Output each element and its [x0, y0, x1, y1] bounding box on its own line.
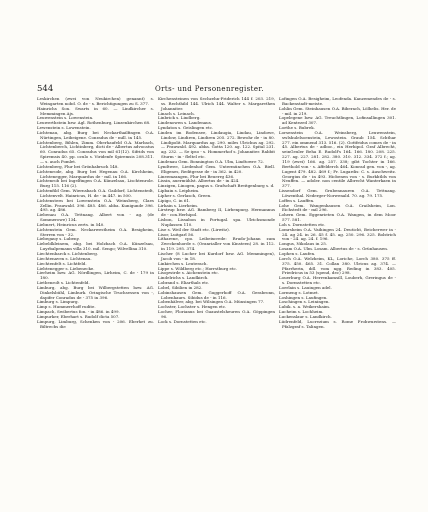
index-entry: Loh s. Dornstetten etc.: [279, 221, 326, 227]
index-entry: Lohe Gem. Wangenhausen O.A. Crailsheim, Lon. Eichstedt de - mil 296.: [279, 202, 396, 213]
index-column-2: [158, 97, 275, 499]
index-entry: Lipher s. Gerlasch, Green.: [158, 192, 212, 198]
index-entry: Limpurker, Eberhart s. Rudolf dicta 507.: [37, 313, 120, 319]
index-entry: Limburg, abg. Burg bei Wilbergstetten bzw. AG. Dinkelsbühl, Limburk. Oringische Truchsessen von -, dapifer Conradus de - 375 in 396.: [37, 284, 154, 300]
index-entry: Lineemzangen, Flur bei Beuerrg 436.: [158, 173, 235, 179]
index-entry: Lohern Gem. Eggenrieten O.A. Wangen, in dem Moor 577. 581.: [279, 212, 396, 223]
index-entry: Kirchensteinen von Sechzehn-Friderich 144 f. 203. 219, ss. Rechthild 144. Ulrich 144. Walter s. Margarethen Johanniter.: [158, 97, 275, 111]
index-entry: Linzigen, Linogen, pagus s. Grafschaft Breitgenburg s. d.: [158, 183, 275, 189]
index-entry: Lochster, Lochster s. Hengen etc.: [158, 304, 227, 310]
index-entry: Lichtenau, abg. Burg bei Neckarthailfingen O.A. Nürtingen, Leibeigene. Conradus de - mill. in 145.: [37, 129, 154, 140]
index-entry: Lobinshausen Gem. Guggerhoff O.A. Gerabronn, Lobenhaurs. Sibidus de - in 116.: [158, 289, 275, 300]
index-entry: Liebenau O.A. Tettnang. Albert von - ag. (de Sommerowe) 134.: [37, 212, 154, 223]
index-entry: Liebtenegger s. Liebenecke.: [37, 265, 95, 271]
index-entry: Liebnert, Heinricus zerts. in 540.: [37, 221, 105, 227]
index-entry: Lobenhälver, abg. bei Wilsingen O.A. Münsingen 77.: [158, 299, 265, 305]
index-entry: Loshingen s. Laufingen.: [279, 294, 328, 300]
index-entry: Lisbon, Lissabon in Portugal. spa. Ulrichsmonde Nuplassen 110.: [158, 217, 275, 227]
index-entry: Lindenau Gem. Bonnington O.A. Ulm, Lindtowre 72.: [158, 158, 265, 164]
index-entry: Lofingen O.A. Besigheim, Leofenda. Kanzemendes de - s. Backenstadt-meiste.: [279, 97, 396, 106]
index-entry: Lippe s. Wildberg etc.; Horrstburg etc.: [158, 265, 237, 271]
index-entry: Luckenslaur s. Landkirch.: [279, 313, 332, 319]
index-entry: Lissin, auermühlst. Albertus de - in 424.: [158, 178, 240, 184]
index-entry: Liechtenbarck s. Lichtenberg.: [37, 251, 99, 256]
index-entry: Lyndaton s. Geislingen etc.: [158, 125, 214, 131]
index-column-1: [37, 97, 154, 499]
index-entry: Lock s. Dornstetten etc.: [158, 318, 207, 324]
index-entry: Lierheim bzw. AG. Nördlingen, Lirheim, C. de - 179 in 180.: [37, 270, 154, 281]
index-entry: Lichtenberg, Bihlen, Zimm. Oberhaufeld O.A. Marbach, Lichtenberch, Lichtinberg, dicti de - Albertus advocatus 60. Conradus 65. Conradus von mil 61(12). Sifrids von Spiremsis 40. pp. oculo s. Viridenfe Spiremsis 208.311. — s. auch Pomlet.: [37, 139, 154, 164]
index-entry: Litharene, cpo. Leibeixcrede: Rrudo-Johann zum Zweckenhorde s. (Oranrialler von Kinsteen) 28. in 112. in 119. 295. 374.: [158, 236, 275, 252]
index-entry: Loerlain s. Lauingen adel.: [279, 284, 332, 290]
index-entry: Lubik. s. a. Weikershaim.: [279, 304, 331, 310]
index-entry: Lorch O.A. Welzheim, KL, Loriche, Lorch 380. 375 ff. 375. 450. 465. 31. Collan 380. Ulricus ag. 374. — Pfarrherin, ddl. vom ngg. Reding in 383. 405. Friedricus in 53 (spend, dec) 298.: [279, 255, 396, 276]
index-entry: Liebeldkleinem, abg. bei Holzbach O.A. Künzelsau, Luyrbalpemann villa 310. mil. Sengo; Wilvellina 310.: [37, 241, 154, 252]
index-entry: Linden im Bodensee, Lindaugia, Lindau, Lindowe, Lindow, Lindiren, Lindiren 205. 272. Bewohr de - in 80. Lindipolit. Marquardus ag. 290. miles Ulrichus ag. 292. — Frauwald. 492. abba. Gotta 120. ag. 122. Spital 231. ag. 232. — Se ipso - s. Hommerhof s. Johanniter. Rabbit Sturm - in - fleltel etc.: [158, 129, 275, 160]
index-entry: Loschingen s. Leiningen.: [279, 299, 330, 305]
index-entry: Limp s. Hummerrhoff rudite.: [37, 304, 96, 310]
index-entry: Lisor, Luitgarl 56.: [158, 231, 195, 237]
index-entry: Liechtenfelt s. Lichtfeld.: [37, 260, 87, 266]
index-entry: Lirstrup bzw. AG. Bamberg II, Lirbenpurg. Hermannus de - con.Herhipol.: [158, 207, 275, 218]
index-entry: Linkirchen s. Leuterach.: [158, 260, 208, 266]
page-header: [37, 84, 389, 94]
index-entry: Lormeng s. Lotmet.: [279, 289, 319, 295]
index-entry: Leskirchen (zwei von Neukirchen) genannt) s. Weingarten nobd. O. de - s. Berichtigungen zu S. 377.: [37, 97, 154, 106]
index-entry: Limpach, Swibertus fon. - in 486. in 499.: [37, 309, 120, 315]
index-entry: Lüdrenfeld, Lucrezium s. Rome Frohwurstens. — Pfalzgraf s. Talingen.: [279, 318, 396, 329]
index-entry: Locher, Florianus bei Guaustelsheuren O.A. Göppingen 96.: [158, 309, 275, 319]
index-entry: Lohlin Gem. Steinhausen O.A. Biberach, Lölhelis. Her. de - mil. in 219.: [279, 105, 396, 116]
index-entry: Lobel, Sibilien in 282.: [158, 284, 203, 290]
index-entry: Lichtenfild Gem. Wiernsbach O.A. Gaildorf, Lichtenstedt, Lichtenvelt. Hainricus, H. de - in 447. in 500.: [37, 188, 154, 198]
index-entry: Linach s. Leinach.: [158, 110, 195, 116]
index-columns: [37, 97, 397, 499]
index-entry: Lisopwirde s. Aichenstein etc.: [158, 270, 219, 276]
index-entry: Longus, Nikolaus in 25.: [279, 241, 328, 247]
index-entry: Lipbain s. Leipheim.: [158, 188, 200, 194]
index-entry: Lichtenrode, abg. Burg bei Hegenau O.A. Kirchheim, Lichtenegger, Marquardus de - mil. in 166.: [37, 168, 154, 179]
index-entry: Lewenstein s. Lowenstein.: [37, 125, 91, 131]
index-entry: Lichtenstein Gem. Neckarwestheim O.A. Besigheim, Sterren von - 32.: [37, 226, 154, 237]
index-entry: Lichtenrob bei Ingelfingen O.A. Künzelsau, Lischtenrole. Burg 115. 116 (2).: [37, 178, 154, 189]
index-entry: Lindenowen s. Landenaus.: [158, 120, 213, 126]
page-number: 544: [37, 84, 54, 94]
index-entry: Limpurg, Limburg, Schenken von - 206. Eberhet zu. Biltrecbs die: [37, 318, 154, 329]
index-entry: Lindelrichs s. Landkirch.: [158, 275, 209, 281]
page-title: Orts- und Personenregister.: [155, 85, 265, 93]
index-entry: Lophen s. Laufen.: [279, 251, 316, 256]
index-entry: Leuwenstein s. Lowenstein.: [37, 115, 94, 121]
index-entry: Liechtenaven s. Lichtenau.: [37, 255, 92, 261]
index-entry: Lise s. Weil der Stadt etc. (Lirwitz).: [158, 226, 230, 232]
index-entry: Lorsenstein O.A. Weinsberg, Leuwenstein, swlshulelsoenstein, Lewostein. Graub 154. Schthar 277. ein ommend 313. 516. (2). Gottfridus comes de - in 45. Albertus de - adboc., ein Herhipol. Graf Albrecht, seinGeuler Beha E. Rudolf's 164. 166. 180. 208. 225. 227. ag. 227. 281. 282. 380. 310. 312. 334. 372 f.; ag. 119 (zwei) 166. ag. 257. 338; gibt Tochter in 166. Berthold von - s. Affelderch 464. Konrad gen. von -, ag. Lugent 479. 482. 469 f.; Fr. Lugardis: C. s. Auschweitz. Georgius de - in 493. Hicbenen von - s. Burkhtlds von Neuffen. — adoler. non centile Albrecht Wanterkaen in 377.: [279, 129, 396, 189]
index-entry: Losam O.A. Ulm. Losam. Albertus de - s. Grünhausen.: [279, 246, 389, 252]
index-column-3: [279, 97, 396, 499]
index-entry: Lomrsheim O.A. Vaihingen 24. Deuticht, Beicherwer in - 24. ag 24. in 26. 45 f. 45. ag. 250. 296. 325. Bolstrich von - 24. ag. 24. f. 196.: [279, 226, 396, 242]
index-entry: Lischer (8 Lucher bei Kurdorf bzw. AG. Memmingen), Jacob von - in 18.: [158, 251, 275, 261]
index-entry: Lietbenrolt s. Lichtenfeld.: [37, 280, 90, 286]
index-entry: Loffen s. Lauffen.: [279, 197, 315, 203]
index-entry: Louerburg O.A. Herrenkamsill, Louberh, Greringus de - s. Dormstetten etc.: [279, 275, 396, 286]
index-entry: Linbrick s. Lindberg.: [158, 115, 201, 121]
index-entry: Hainrichs Son. Swarts in 60. — Lindkircher s. Memmingen Ajs.: [37, 105, 154, 116]
index-entry: Lopelegene bzw. AG. Treuchtlingen, Lofinsallingen 301. ad Kentezed 307.: [279, 115, 396, 126]
index-entry: Lyndtwee, Liedenhof Gem. Untermünchen O.A. Biell. Eligenes, Reditgesse de - in 362. in 420.: [158, 163, 275, 174]
index-entry: Lissendorf Gem. Grubennauren O.A. Tettnang. Löwenthal. Nederger-Norwenald. 70. ag. 79. 175.: [279, 188, 396, 198]
index-entry: Loethe s. Bubrek.: [279, 125, 315, 131]
index-entry: Lirhain s. Lierheim.: [158, 202, 199, 208]
index-entry: Lichtenstern bei Lowenstein O.A. Weinsberg, Claes Zellin. Frauwald. 396. 485. 486. abba. Kunigunde 396. 495. ag. 486.: [37, 197, 154, 213]
index-entry: Limburg s. Limpurg.: [37, 299, 79, 305]
index-entry: Lichtenberg, Flur bei Grönhabruch 148.: [37, 163, 119, 169]
index-entry: Lobrand s. Eliarthals etc.: [158, 280, 210, 286]
index-entry: Lipigo, C. in 61.: [158, 197, 191, 203]
index-entry: Lucheim s. Lochheim.: [279, 309, 324, 315]
index-entry: Leuwerthstein bzw. Agl. Rothenburg, Linzenkirchen 68.: [37, 120, 151, 126]
index-entry: Liebegauy s. Lubeny.: [37, 236, 80, 242]
